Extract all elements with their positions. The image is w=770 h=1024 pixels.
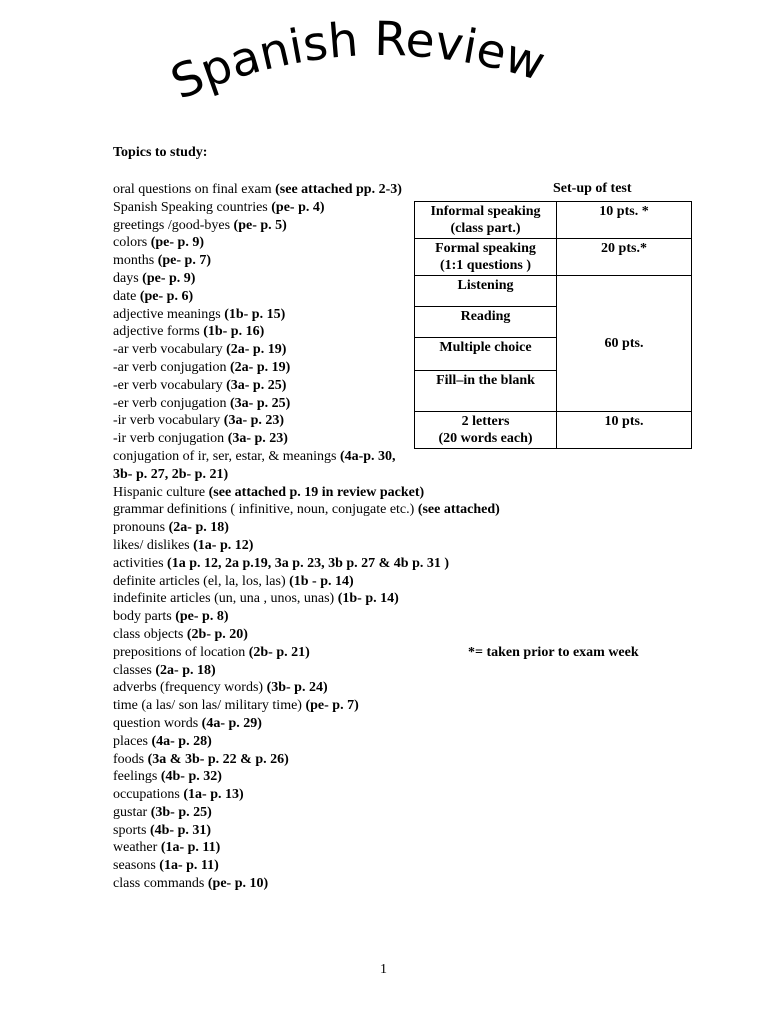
letters-points: 10 pts.	[557, 412, 692, 449]
topic-text: -ar verb conjugation	[113, 359, 231, 375]
topic-reference: (4b- p. 32)	[160, 769, 222, 785]
topic-text: occupations	[113, 787, 184, 803]
topic-reference: (pe- p. 8)	[175, 609, 229, 625]
topic-reference: (pe- p. 7)	[157, 253, 212, 269]
topic-text: adverbs (frequency words)	[113, 680, 267, 696]
list-item	[113, 839, 413, 857]
topic-reference: (see attached p. 19 in review packet)	[208, 484, 425, 500]
topic-text: pronouns	[113, 520, 169, 536]
topic-reference: (2a- p. 19)	[230, 359, 291, 375]
topic-reference: (4a- p. 28)	[151, 733, 212, 749]
list-item	[113, 768, 413, 786]
topic-text: months	[113, 253, 158, 269]
topic-reference: (3b- p. 24)	[266, 680, 328, 696]
topic-reference: (3b- p. 25)	[150, 804, 212, 820]
topic-reference: (1b - p. 14)	[289, 573, 354, 589]
topic-text: likes/ dislikes	[113, 537, 194, 553]
reading-cell: Reading	[415, 307, 557, 338]
topic-text: -ir verb vocabulary	[113, 413, 224, 429]
topic-reference: (1a- p. 11)	[159, 858, 219, 874]
list-item	[113, 573, 413, 591]
topic-text: -ar verb vocabulary	[113, 342, 227, 358]
topic-reference: (pe- p. 10)	[207, 876, 269, 892]
topic-text: Spanish Speaking countries	[113, 199, 272, 215]
topic-text: gustar	[113, 804, 151, 820]
topic-text: activities	[113, 555, 168, 571]
list-item	[113, 804, 413, 822]
topic-text: feelings	[113, 769, 161, 785]
topic-reference: (2a- p. 19)	[226, 342, 287, 358]
list-item	[113, 715, 413, 733]
topic-reference: (1b- p. 14)	[337, 591, 399, 607]
list-item	[113, 377, 413, 395]
list-item	[113, 644, 413, 662]
topic-reference: (2b- p. 21)	[248, 644, 310, 660]
informal-speaking-label: Informal speaking	[430, 204, 541, 219]
topic-reference: (pe- p. 6)	[139, 288, 194, 304]
letters-sublabel: (20 words each)	[438, 431, 533, 446]
topic-text: class commands	[113, 876, 208, 892]
list-item	[113, 395, 413, 413]
topic-reference: (3a- p. 25)	[226, 377, 287, 393]
fill-in-blank-cell: Fill–in the blank	[415, 371, 557, 412]
formal-speaking-label: Formal speaking	[435, 241, 536, 256]
topic-reference: (2a- p. 18)	[168, 520, 229, 536]
topic-reference: (pe- p. 4)	[271, 199, 325, 215]
topic-text: greetings /good-byes	[113, 217, 234, 233]
table-row	[415, 276, 692, 307]
topic-text: class objects	[113, 626, 187, 642]
topic-reference: (1b- p. 16)	[203, 324, 265, 340]
setup-title: Set-up of test	[553, 181, 632, 196]
list-item	[113, 430, 413, 448]
list-item	[113, 857, 413, 875]
topic-reference: (2a- p. 18)	[155, 662, 216, 678]
list-item	[113, 822, 413, 840]
topic-text: classes	[113, 662, 156, 678]
list-item	[113, 590, 413, 608]
topic-text: Hispanic culture	[113, 484, 209, 500]
topic-text: adjective meanings	[113, 306, 225, 322]
informal-speaking-sublabel: (class part.)	[450, 221, 521, 236]
letters-cell	[415, 412, 557, 449]
list-item	[113, 555, 450, 573]
topic-reference: (1a p. 12, 2a p.19, 3a p. 23, 3b p. 27 & 4b p. 31 )	[167, 555, 450, 571]
topic-reference: (pe- p. 9)	[150, 235, 204, 251]
list-item	[113, 679, 413, 697]
topic-text: prepositions of location	[113, 644, 249, 660]
table-row	[415, 202, 692, 239]
list-item	[113, 199, 413, 217]
topic-text: adjective forms	[113, 324, 204, 340]
topic-reference: (3a- p. 25)	[230, 395, 291, 411]
list-item	[113, 608, 413, 626]
informal-speaking-points: 10 pts. *	[557, 202, 692, 239]
topic-reference: (see attached)	[417, 502, 500, 518]
topic-text: -er verb conjugation	[113, 395, 231, 411]
topic-reference: (1a- p. 12)	[193, 537, 254, 553]
page-number: 1	[380, 962, 387, 977]
topic-reference: (1a- p. 13)	[183, 787, 244, 803]
topic-reference: (pe- p. 5)	[233, 217, 287, 233]
informal-speaking-cell	[415, 202, 557, 239]
listening-cell: Listening	[415, 276, 557, 307]
list-item	[113, 662, 413, 680]
topic-text: indefinite articles (un, una , unos, unas)	[113, 591, 338, 607]
setup-table	[414, 201, 692, 449]
list-item	[113, 501, 500, 519]
list-item	[113, 234, 413, 252]
topic-text: grammar definitions ( infinitive, noun, conjugate etc.)	[113, 502, 418, 518]
topic-text: body parts	[113, 609, 176, 625]
topic-text: seasons	[113, 858, 160, 874]
topic-text: question words	[113, 715, 202, 731]
topic-reference: (3a & 3b- p. 22 & p. 26)	[147, 751, 289, 767]
list-item	[113, 341, 413, 359]
list-item	[113, 519, 413, 537]
list-item	[113, 484, 425, 502]
topic-text: weather	[113, 840, 161, 856]
topic-reference: (3a- p. 23)	[223, 413, 285, 429]
topic-reference: (4a- p. 29)	[201, 715, 262, 731]
topic-reference: (pe- p. 9)	[142, 270, 196, 286]
list-item	[113, 733, 413, 751]
topic-reference: (3a- p. 23)	[227, 431, 288, 447]
list-item	[113, 537, 413, 555]
list-item	[113, 306, 413, 324]
list-item	[113, 359, 413, 377]
topic-text: days	[113, 270, 143, 286]
list-item	[113, 875, 413, 893]
list-item	[113, 323, 413, 341]
list-item	[113, 217, 413, 235]
topic-reference: (4a-p. 30, 3b- p. 27, 2b- p. 21)	[113, 448, 396, 482]
list-item	[113, 181, 413, 199]
topic-reference: (1a- p. 11)	[160, 840, 221, 856]
page-title	[160, 20, 610, 130]
list-item	[113, 626, 413, 644]
footnote: *= taken prior to exam week	[468, 645, 639, 660]
page-title-text: Spanish Review	[163, 20, 552, 111]
list-item	[113, 252, 413, 270]
list-item	[113, 697, 413, 715]
list-item	[113, 786, 413, 804]
list-item	[113, 270, 413, 288]
topic-reference: (4b- p. 31)	[149, 822, 212, 838]
topic-text: sports	[113, 822, 150, 838]
topic-text: foods	[113, 751, 148, 767]
topic-text: definite articles (el, la, los, las)	[113, 573, 290, 589]
topic-text: -er verb vocabulary	[113, 377, 227, 393]
multiple-choice-cell: Multiple choice	[415, 338, 557, 371]
formal-speaking-points: 20 pts.*	[557, 239, 692, 276]
topics-heading: Topics to study:	[113, 145, 208, 160]
group-points-cell: 60 pts.	[557, 276, 692, 412]
topic-text: oral questions on final exam	[113, 182, 276, 197]
topic-reference: (2b- p. 20)	[186, 626, 248, 642]
topic-text: conjugation of ir, ser, estar, & meanings	[113, 448, 340, 464]
list-item	[113, 412, 413, 430]
topic-reference: (pe- p. 7)	[305, 698, 359, 714]
topic-reference: (1b- p. 15)	[224, 306, 286, 322]
topic-text: time (a las/ son las/ military time)	[113, 698, 306, 714]
formal-speaking-sublabel: (1:1 questions )	[439, 258, 531, 273]
list-item	[113, 751, 413, 769]
formal-speaking-cell	[415, 239, 557, 276]
letters-label: 2 letters	[461, 414, 510, 429]
topic-text: places	[113, 733, 152, 749]
table-row	[415, 239, 692, 276]
list-item	[113, 448, 403, 484]
topic-text: date	[113, 288, 140, 304]
topic-reference: (see attached pp. 2-3)	[275, 182, 402, 197]
list-item	[113, 288, 413, 306]
topic-text: -ir verb conjugation	[113, 431, 228, 447]
topic-text: colors	[113, 235, 151, 251]
table-row	[415, 412, 692, 449]
